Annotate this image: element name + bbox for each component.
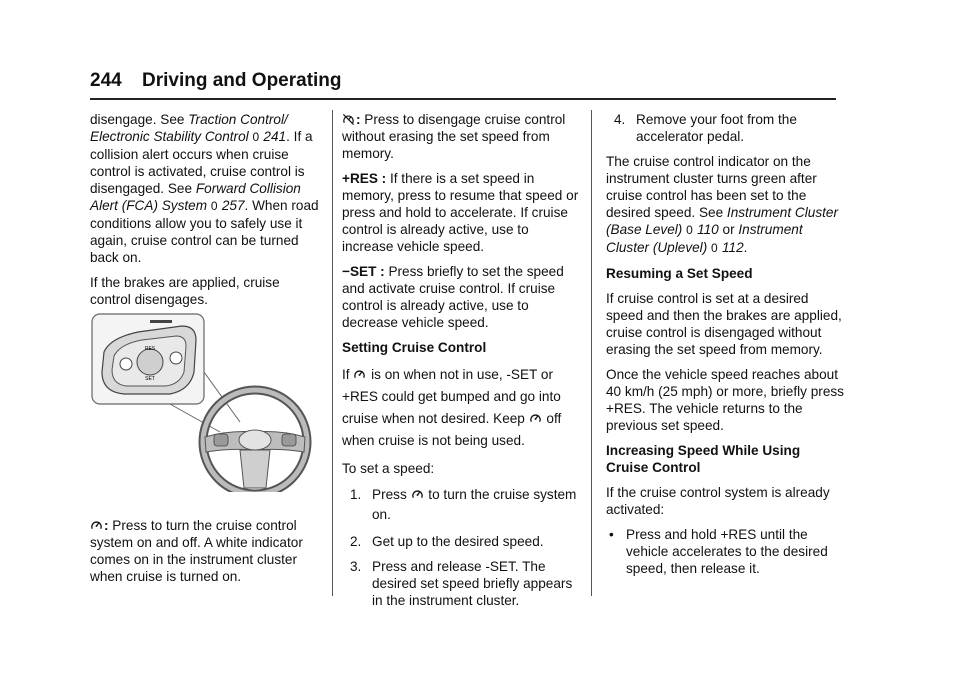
text: . [743,240,748,255]
column-1-lower [90,517,322,593]
column-2 [342,111,582,617]
label: +RES : [342,171,387,186]
paragraph [342,111,582,162]
step-number: 4. [614,112,626,127]
text: Press [372,487,411,502]
paragraph: If the cruise control system is already activated: [606,485,830,517]
text: off when cruise is not being used. [342,411,562,448]
text: Remove your foot from the accelerator pedal. [636,112,797,144]
text: Press to disengage cruise control without erasing the set speed from memory. [342,112,566,161]
paragraph: To set a speed: [342,461,435,476]
paragraph [90,517,322,585]
step-number: 2. [350,534,362,549]
cruise-switch [120,358,132,370]
paragraph: If cruise control is set at a desired speed and then the brakes are applied, cruise control is disengaged without erasing the set speed from memory. [606,291,842,357]
text: Get up to the desired speed. [372,534,544,549]
wheel-hub [239,430,271,450]
steps-list [342,485,582,609]
cross-reference-link[interactable]: Instrument Cluster (Base Level) [606,205,838,237]
column-3 [606,111,846,577]
header-rule [90,98,836,100]
cruise-cancel-icon [342,113,355,126]
text: is on when not in use, -SET or +RES could get bumped and go into cruise when not desired. Keep [342,367,561,426]
switch-center [137,349,163,375]
page-ref-number[interactable]: 241 [263,129,287,144]
cross-reference-link[interactable]: Forward Collision Alert (FCA) System [90,181,301,213]
column-1 [90,111,322,316]
list-item [606,526,846,577]
page-ref-arrow: 0 [711,241,719,255]
text: disengage. See [90,112,189,127]
list-item [342,558,582,609]
text: Press and release -SET. The desired set speed briefly appears in the instrument cluster. [372,559,573,608]
label: : [356,112,361,127]
page-ref-number[interactable]: 257 [221,198,245,213]
steps-list-continued [606,111,846,145]
page-ref-number[interactable]: 110 [697,222,719,237]
bullet-list [606,526,846,577]
bullet: • [609,527,614,542]
res-button-label: RES [144,346,156,352]
text: Press to turn the cruise control system on and off. A white indicator comes on in the instrument cluster when cruise is turned on. [90,518,303,584]
paragraph [342,263,582,331]
page-ref-arrow: 0 [252,130,260,144]
page-header [90,70,836,104]
wheel-left-controls [214,434,228,446]
page-number: 244 [90,70,122,91]
text: If there is a set speed in memory, press to resume that speed or press and hold to accelerate. If cruise control is already active, use to increase vehicle speed. [342,171,579,254]
paragraph [342,170,582,255]
wheel-lower-spoke [240,450,270,488]
text: If a collision alert occurs when cruise control is activated, cruise control is disengaged. See [90,129,313,196]
text: or [718,222,739,237]
trim-line [150,320,172,323]
label: : [104,518,109,533]
wheel-right-controls [282,434,296,446]
paragraph [90,111,322,266]
page-ref-arrow: 0 [686,223,694,237]
text: . [286,129,290,144]
cruise-control-icon [529,412,542,425]
list-item [342,485,582,525]
steering-wheel-svg [90,312,322,492]
label: −SET : [342,264,385,279]
paragraph: Once the vehicle speed reaches about 40 km/h (25 mph) or more, briefly press +RES. The vehicle returns to the previous set speed. [606,367,844,433]
cruise-control-icon [411,488,424,501]
text: to turn the cruise system on. [372,487,577,522]
cross-reference-link[interactable]: Traction Control/ Electronic Stability Control [90,112,288,144]
set-button-label: SET [145,376,155,382]
cancel-switch [170,352,182,364]
step-number: 1. [350,487,362,502]
page-ref-arrow: 0 [210,199,219,213]
paragraph [606,153,846,257]
steering-wheel-illustration [90,312,322,492]
text: Press and hold +RES until the vehicle accelerates to the desired speed, then release it. [626,527,828,576]
text: . When road conditions allow you to safely use it again, cruise control can be turned back on. [90,198,319,265]
section-title: Driving and Operating [142,70,342,91]
page-ref-number[interactable]: 112 [721,240,744,255]
paragraph [342,364,582,452]
text: If [342,367,354,382]
list-item [342,533,582,550]
text: Press briefly to set the speed and activate cruise control. If cruise control is already active, use to decrease vehicle speed. [342,264,564,330]
cross-reference-link[interactable]: Instrument Cluster (Uplevel) [606,222,803,255]
text: The cruise control indicator on the instrument cluster turns green after cruise control has been set to the desired speed. See [606,154,817,220]
cruise-control-icon [90,519,103,532]
column-divider [591,110,592,596]
step-number: 3. [350,559,362,574]
heading-resume: Resuming a Set Speed [606,266,753,281]
heading-increase: Increasing Speed While Using Cruise Control [606,443,801,475]
cruise-control-icon [353,368,366,381]
list-item [606,111,846,145]
column-divider [332,110,333,596]
heading-setting-cruise: Setting Cruise Control [342,340,487,355]
paragraph: If the brakes are applied, cruise control disengages. [90,275,280,307]
